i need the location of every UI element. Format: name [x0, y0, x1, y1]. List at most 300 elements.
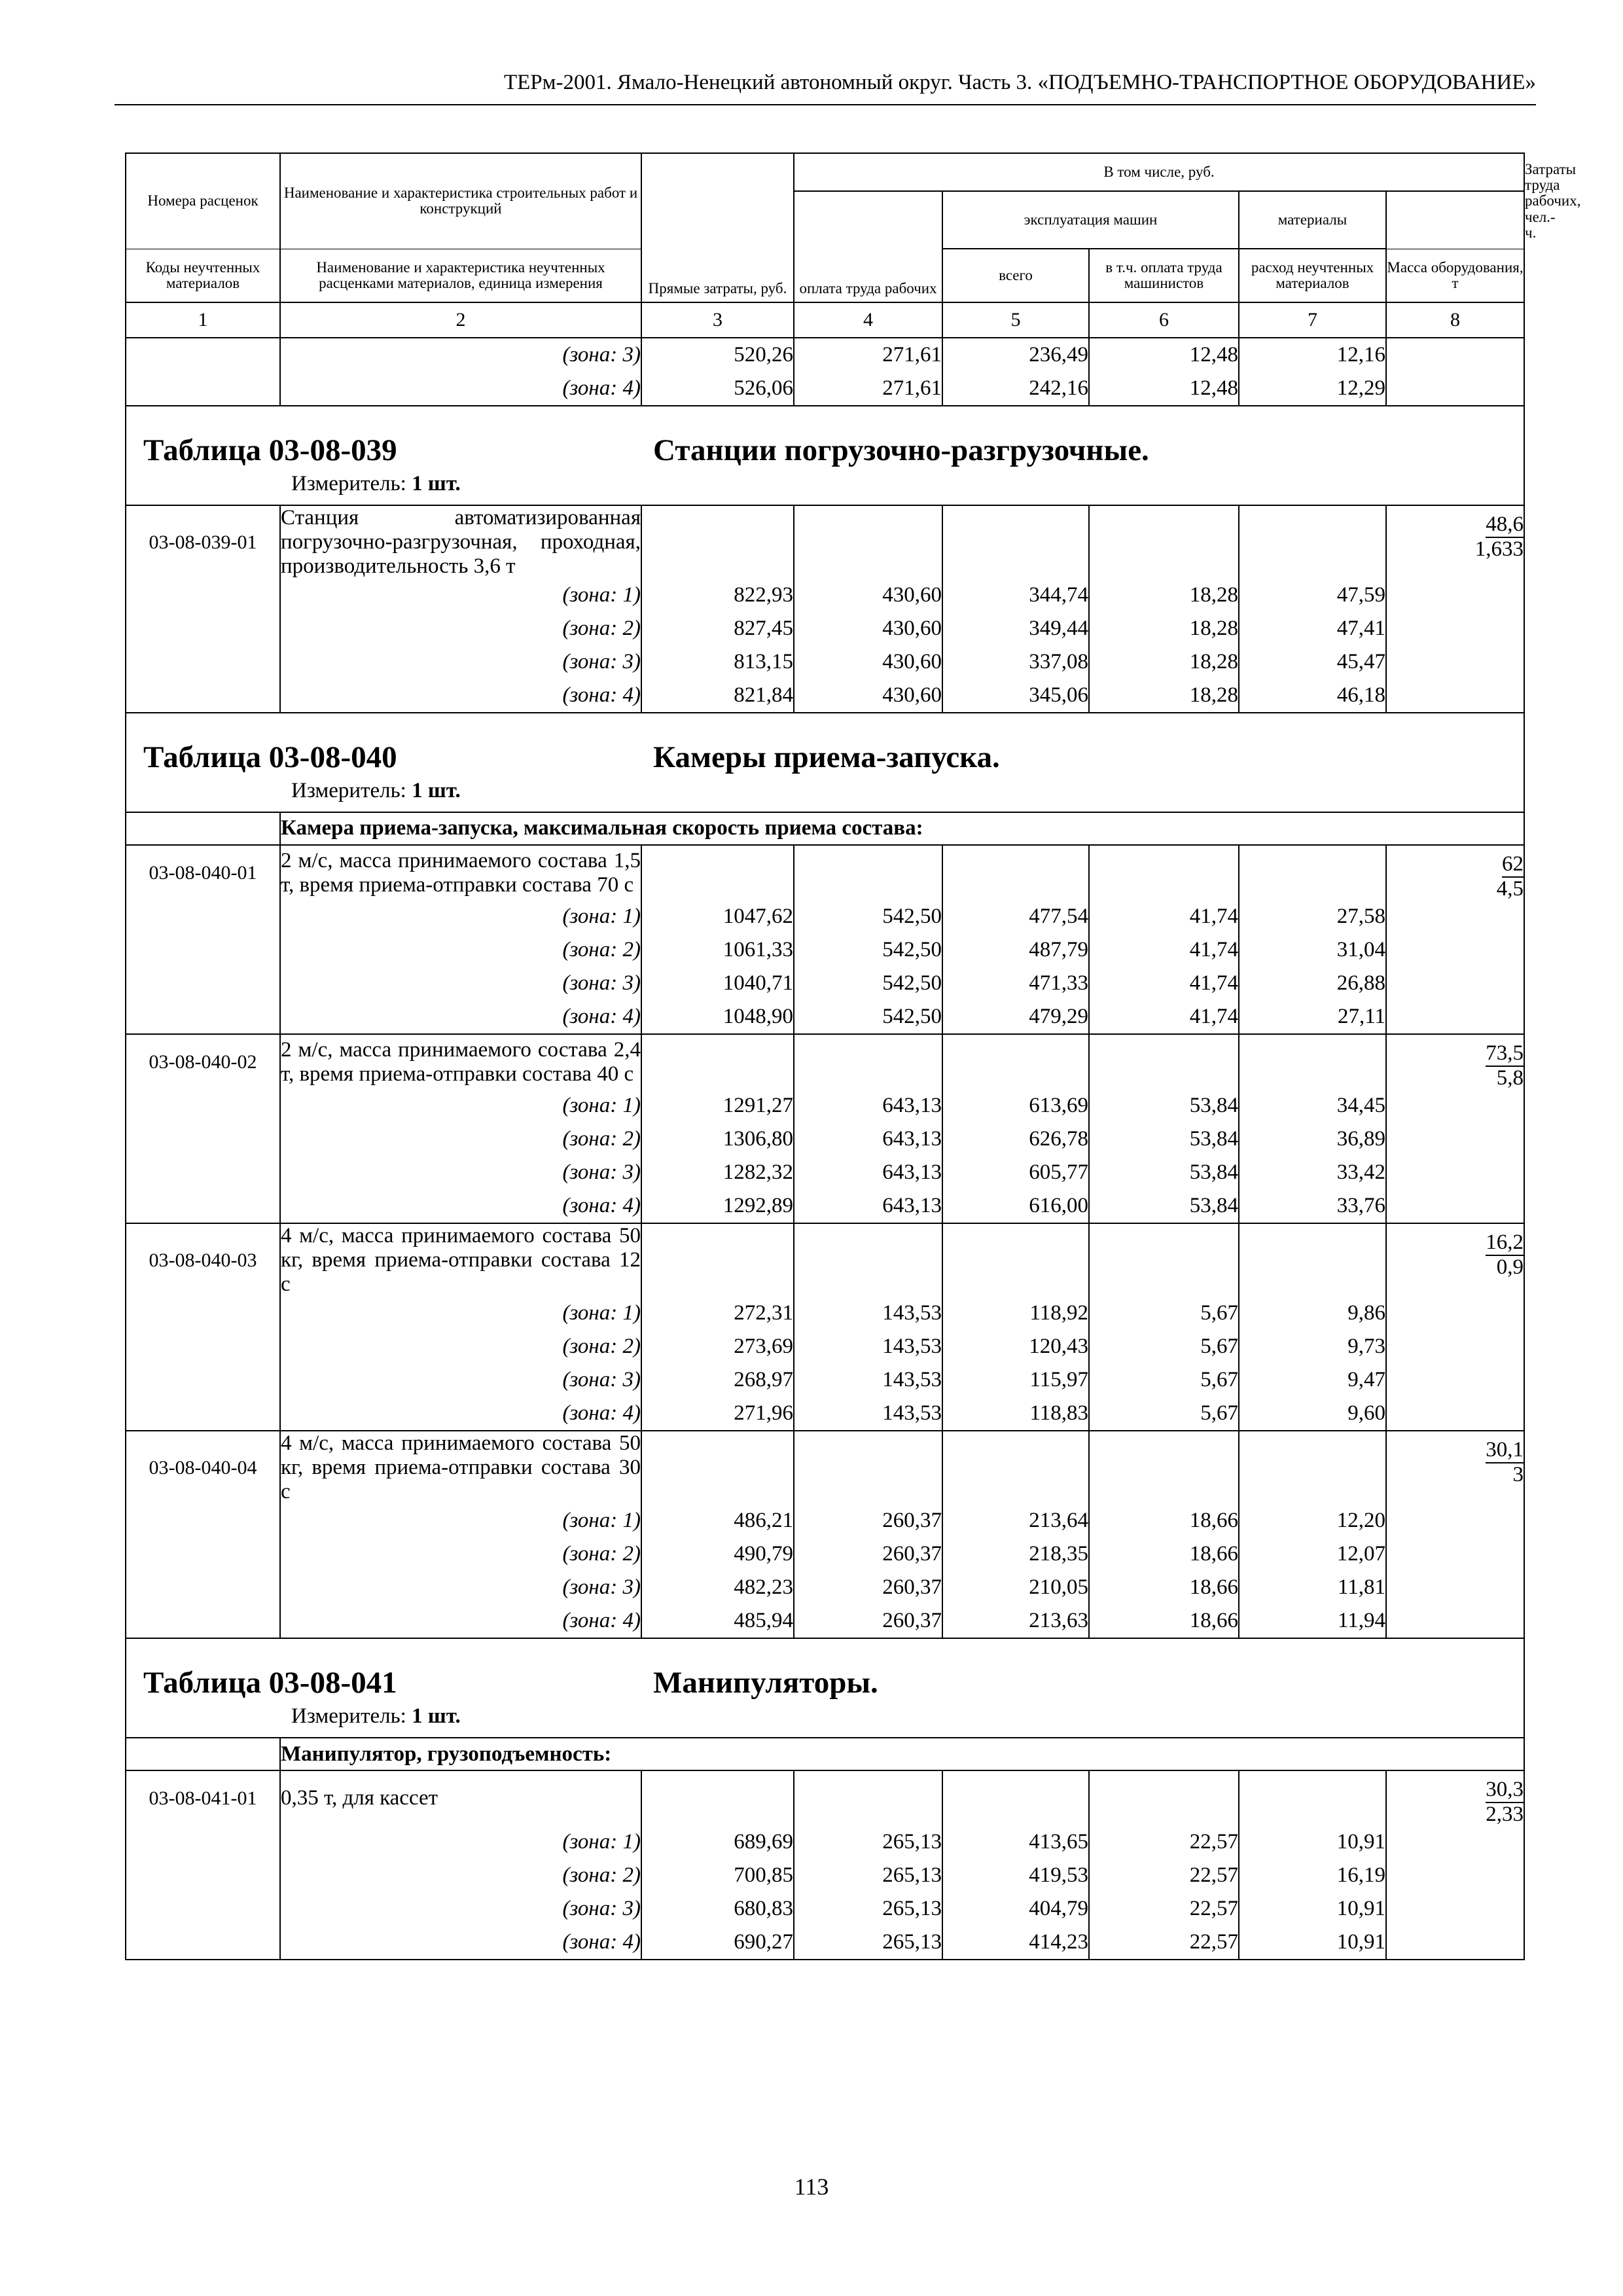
zone-label: (зона: 2): [280, 1859, 641, 1892]
labor-pay: 643,13: [794, 1189, 942, 1223]
zone-label: (зона: 2): [280, 1122, 641, 1156]
materials: 33,42: [1239, 1156, 1386, 1189]
machines-drivers: 53,84: [1089, 1089, 1239, 1122]
labor-mass-cell: [1386, 1089, 1524, 1122]
labor-pay: 143,53: [794, 1297, 942, 1330]
direct-cost: 689,69: [641, 1825, 794, 1859]
header-direct-costs: Прямые затраты, руб.: [641, 153, 794, 302]
machines-total: 242,16: [942, 372, 1089, 406]
header-codes-bottom: Коды неучтенных материалов: [126, 249, 280, 302]
labor-mass-cell: [1386, 579, 1524, 612]
empty-cell: [1089, 1431, 1239, 1504]
machines-total: 213,64: [942, 1504, 1089, 1537]
zone-label: (зона: 4): [280, 1000, 641, 1034]
empty-cell: [1089, 1223, 1239, 1297]
zone-row: [126, 679, 1524, 713]
labor-and-mass: [1386, 1034, 1524, 1089]
direct-cost: 271,96: [641, 1397, 794, 1431]
unit-value: 1 шт.: [412, 778, 461, 802]
empty-cell: [942, 1223, 1089, 1297]
table-title: Манипуляторы.: [653, 1666, 878, 1700]
materials: 36,89: [1239, 1122, 1386, 1156]
machines-total: 236,49: [942, 338, 1089, 372]
materials: 12,07: [1239, 1537, 1386, 1571]
machines-drivers: 18,66: [1089, 1571, 1239, 1604]
machines-drivers: 18,28: [1089, 612, 1239, 645]
direct-cost: 1061,33: [641, 933, 794, 967]
machines-drivers: 12,48: [1089, 372, 1239, 406]
labor-pay: 542,50: [794, 967, 942, 1000]
labor-mass-fraction: [1486, 1778, 1524, 1825]
zone-row: [126, 1297, 1524, 1330]
machines-total: 115,97: [942, 1363, 1089, 1397]
col-number: 2: [280, 302, 641, 338]
direct-cost: 700,85: [641, 1859, 794, 1892]
labor-mass-cell: [1386, 1571, 1524, 1604]
direct-cost: 272,31: [641, 1297, 794, 1330]
labor-pay: 542,50: [794, 1000, 942, 1034]
code-cell: [126, 900, 280, 933]
col-number: 7: [1239, 302, 1386, 338]
labor-pay: 265,13: [794, 1859, 942, 1892]
rate-row: [126, 845, 1524, 900]
labor-mass-cell: [1386, 967, 1524, 1000]
machines-total: 613,69: [942, 1089, 1089, 1122]
machines-total: 413,65: [942, 1825, 1089, 1859]
code-cell: [126, 1504, 280, 1537]
zone-label: (зона: 4): [280, 372, 641, 406]
empty-cell: [794, 505, 942, 579]
unit-label: Измеритель:: [291, 778, 406, 802]
section-code-cell: [126, 1738, 280, 1770]
labor-and-mass: [1386, 1431, 1524, 1504]
materials: 9,47: [1239, 1363, 1386, 1397]
zone-row: [126, 1892, 1524, 1926]
direct-cost: 1291,27: [641, 1089, 794, 1122]
labor-pay: 260,37: [794, 1571, 942, 1604]
labor-hours: 73,5: [1486, 1042, 1524, 1067]
labor-pay: 643,13: [794, 1156, 942, 1189]
direct-cost: 1040,71: [641, 967, 794, 1000]
labor-pay: 143,53: [794, 1397, 942, 1431]
labor-pay: 260,37: [794, 1604, 942, 1638]
header-including: В том числе, руб.: [794, 153, 1524, 191]
zone-label: (зона: 3): [280, 1571, 641, 1604]
labor-mass-cell: [1386, 1537, 1524, 1571]
labor-and-mass: [1386, 1223, 1524, 1297]
labor-pay: 542,50: [794, 900, 942, 933]
labor-hours: 30,1: [1486, 1439, 1524, 1463]
code-cell: [126, 1000, 280, 1034]
empty-cell: [1239, 1223, 1386, 1297]
machines-drivers: 5,67: [1089, 1330, 1239, 1363]
empty-cell: [794, 1223, 942, 1297]
machines-drivers: 22,57: [1089, 1892, 1239, 1926]
section-row: [126, 1738, 1524, 1770]
machines-drivers: 41,74: [1089, 967, 1239, 1000]
empty-cell: [794, 1034, 942, 1089]
zone-row: [126, 372, 1524, 406]
zone-label: (зона: 4): [280, 1397, 641, 1431]
labor-mass-cell: [1386, 372, 1524, 406]
code-cell: [126, 679, 280, 713]
zone-label: (зона: 3): [280, 967, 641, 1000]
labor-pay: 271,61: [794, 372, 942, 406]
rate-row: [126, 505, 1524, 579]
machines-drivers: 41,74: [1089, 933, 1239, 967]
rate-code: 03-08-040-03: [126, 1223, 280, 1297]
code-cell: [126, 1892, 280, 1926]
zone-row: [126, 612, 1524, 645]
empty-cell: [1239, 505, 1386, 579]
page-number: 113: [794, 2174, 829, 2200]
labor-pay: 430,60: [794, 612, 942, 645]
code-cell: [126, 1859, 280, 1892]
labor-pay: 430,60: [794, 645, 942, 679]
direct-cost: 680,83: [641, 1892, 794, 1926]
direct-cost: 1047,62: [641, 900, 794, 933]
header-machines: эксплуатация машин: [942, 191, 1239, 249]
rate-code: 03-08-040-01: [126, 845, 280, 900]
code-cell: [126, 1089, 280, 1122]
materials: 12,29: [1239, 372, 1386, 406]
unit-label: Измеритель:: [291, 472, 406, 495]
materials: 34,45: [1239, 1089, 1386, 1122]
zone-row: [126, 1189, 1524, 1223]
equipment-mass: 4,5: [1496, 876, 1524, 901]
machines-total: 345,06: [942, 679, 1089, 713]
empty-cell: [1239, 1770, 1386, 1825]
direct-cost: 485,94: [641, 1604, 794, 1638]
unit-value: 1 шт.: [412, 472, 461, 495]
rate-description: 0,35 т, для кассет: [280, 1770, 641, 1825]
labor-pay: 260,37: [794, 1537, 942, 1571]
labor-mass-cell: [1386, 900, 1524, 933]
labor-mass-cell: [1386, 612, 1524, 645]
machines-drivers: 53,84: [1089, 1189, 1239, 1223]
labor-pay: 271,61: [794, 338, 942, 372]
header-machines-total: всего: [942, 249, 1089, 302]
empty-cell: [942, 845, 1089, 900]
materials: 12,16: [1239, 338, 1386, 372]
machines-drivers: 5,67: [1089, 1397, 1239, 1431]
machines-drivers: 18,28: [1089, 679, 1239, 713]
col-number: 8: [1386, 302, 1524, 338]
zone-label: (зона: 3): [280, 1892, 641, 1926]
zone-row: [126, 1604, 1524, 1638]
machines-drivers: 5,67: [1089, 1297, 1239, 1330]
labor-hours: 62: [1502, 853, 1524, 878]
materials: 9,86: [1239, 1297, 1386, 1330]
machines-total: 626,78: [942, 1122, 1089, 1156]
section-code-cell: [126, 812, 280, 845]
materials: 9,73: [1239, 1330, 1386, 1363]
labor-mass-fraction: [1486, 1231, 1524, 1278]
machines-drivers: 18,28: [1089, 579, 1239, 612]
labor-mass-fraction: [1475, 513, 1524, 560]
labor-hours: 16,2: [1486, 1231, 1524, 1256]
code-cell: [126, 645, 280, 679]
code-cell: [126, 338, 280, 372]
empty-cell: [942, 1431, 1089, 1504]
empty-cell: [1089, 845, 1239, 900]
rate-row: [126, 1431, 1524, 1504]
empty-cell: [942, 505, 1089, 579]
labor-hours: 48,6: [1486, 513, 1524, 538]
empty-cell: [641, 1223, 794, 1297]
equipment-mass: 1,633: [1474, 537, 1524, 561]
section-row: [126, 812, 1524, 845]
zone-row: [126, 1571, 1524, 1604]
zone-label: (зона: 2): [280, 1330, 641, 1363]
code-cell: [126, 1297, 280, 1330]
machines-total: 419,53: [942, 1859, 1089, 1892]
header-labor-pay: оплата труда рабочих: [794, 191, 942, 302]
table-unit: [291, 779, 461, 803]
table-number: Таблица 03-08-041: [143, 1666, 397, 1700]
code-cell: [126, 612, 280, 645]
machines-drivers: 22,57: [1089, 1859, 1239, 1892]
labor-pay: 265,13: [794, 1926, 942, 1960]
labor-mass-cell: [1386, 1363, 1524, 1397]
empty-cell: [1089, 1034, 1239, 1089]
zone-label: (зона: 2): [280, 612, 641, 645]
machines-total: 218,35: [942, 1537, 1089, 1571]
running-header: ТЕРм-2001. Ямало-Ненецкий автономный округ. Часть 3. «ПОДЪЕМНО-ТРАНСПОРТНОЕ ОБОРУДОВАНИЕ»: [503, 71, 1536, 94]
code-cell: [126, 1604, 280, 1638]
zone-row: [126, 1397, 1524, 1431]
code-cell: [126, 1156, 280, 1189]
table-title: Камеры приема-запуска.: [653, 740, 1000, 774]
empty-cell: [1089, 1770, 1239, 1825]
zone-label: (зона: 1): [280, 1825, 641, 1859]
labor-mass-cell: [1386, 1297, 1524, 1330]
machines-total: 118,83: [942, 1397, 1089, 1431]
machines-total: 487,79: [942, 933, 1089, 967]
rate-code: 03-08-040-04: [126, 1431, 280, 1504]
zone-row: [126, 1825, 1524, 1859]
rate-row: [126, 1770, 1524, 1825]
zone-row: [126, 1122, 1524, 1156]
direct-cost: 273,69: [641, 1330, 794, 1363]
machines-drivers: 41,74: [1089, 900, 1239, 933]
rate-description: 2 м/с, масса принимаемого состава 2,4 т, время приема-отправки состава 40 с: [280, 1034, 641, 1089]
zone-row: [126, 1537, 1524, 1571]
materials: 10,91: [1239, 1926, 1386, 1960]
machines-drivers: 53,84: [1089, 1122, 1239, 1156]
machines-drivers: 12,48: [1089, 338, 1239, 372]
table-title-row: [126, 1638, 1524, 1738]
direct-cost: 1282,32: [641, 1156, 794, 1189]
code-cell: [126, 1926, 280, 1960]
zone-label: (зона: 1): [280, 1504, 641, 1537]
zone-row: [126, 1859, 1524, 1892]
machines-total: 471,33: [942, 967, 1089, 1000]
labor-pay: 265,13: [794, 1892, 942, 1926]
direct-cost: 482,23: [641, 1571, 794, 1604]
empty-cell: [1239, 1034, 1386, 1089]
zone-label: (зона: 3): [280, 645, 641, 679]
machines-total: 479,29: [942, 1000, 1089, 1034]
materials: 47,41: [1239, 612, 1386, 645]
empty-cell: [641, 1770, 794, 1825]
machines-drivers: 18,66: [1089, 1504, 1239, 1537]
labor-mass-cell: [1386, 1156, 1524, 1189]
machines-total: 616,00: [942, 1189, 1089, 1223]
section-title: Камера приема-запуска, максимальная скорость приема состава:: [280, 812, 1524, 845]
labor-mass-cell: [1386, 933, 1524, 967]
labor-pay: 143,53: [794, 1363, 942, 1397]
empty-cell: [942, 1034, 1089, 1089]
rates-table: [125, 152, 1581, 1960]
code-cell: [126, 1397, 280, 1431]
equipment-mass: 5,8: [1496, 1066, 1524, 1090]
empty-cell: [641, 845, 794, 900]
unit-label: Измеритель:: [291, 1704, 406, 1729]
zone-label: (зона: 1): [280, 1089, 641, 1122]
labor-mass-cell: [1386, 1189, 1524, 1223]
equipment-mass: 2,33: [1486, 1802, 1524, 1826]
code-cell: [126, 1363, 280, 1397]
rate-description: Станция автоматизированная погрузочно-разгрузочная, проходная, производительность 3,6 т: [281, 506, 641, 578]
header-name-top: Наименование и характеристика строительных работ и конструкций: [280, 153, 641, 249]
labor-mass-cell: [1386, 338, 1524, 372]
code-cell: [126, 1571, 280, 1604]
zone-row: [126, 1504, 1524, 1537]
machines-drivers: 18,66: [1089, 1604, 1239, 1638]
zone-row: [126, 1926, 1524, 1960]
rate-row: [126, 1034, 1524, 1089]
header-equipment-mass: Масса оборудования, т: [1386, 249, 1524, 302]
zone-row: [126, 900, 1524, 933]
zone-row: [126, 1363, 1524, 1397]
zone-row: [126, 967, 1524, 1000]
header-name-bottom: Наименование и характеристика неучтенных расценками материалов, единица измерения: [280, 249, 641, 302]
direct-cost: 268,97: [641, 1363, 794, 1397]
direct-cost: 821,84: [641, 679, 794, 713]
zone-label: (зона: 4): [280, 1604, 641, 1638]
empty-cell: [641, 1431, 794, 1504]
table-number: Таблица 03-08-039: [143, 433, 397, 467]
col-number: 5: [942, 302, 1089, 338]
labor-mass-cell: [1386, 1000, 1524, 1034]
zone-row: [126, 1330, 1524, 1363]
labor-mass-cell: [1386, 1604, 1524, 1638]
labor-mass-cell: [1386, 1504, 1524, 1537]
materials: 31,04: [1239, 933, 1386, 967]
col-number: 4: [794, 302, 942, 338]
header-materials: материалы: [1239, 191, 1386, 249]
table-header: Номера расценок Наименование и характеристика строительных работ и конструкций Прямые затраты, руб. В том числе, руб. Затраты труда рабочих, чел.-ч. оплата труда рабочих эксплуатация машин материалы Коды неучтенных материалов Наименование и характеристика неучтенных расценками материалов, единица измерения всего в т.ч. оплата труда машинистов расход неучтенных материалов Масса оборудования, т 1 2 3 4 5 6 7 8: [126, 153, 1524, 338]
labor-pay: 643,13: [794, 1089, 942, 1122]
zone-label: (зона: 1): [280, 900, 641, 933]
materials: 16,19: [1239, 1859, 1386, 1892]
labor-pay: 265,13: [794, 1825, 942, 1859]
labor-mass-fraction: [1497, 853, 1524, 900]
header-materials-extra: расход неучтенных материалов: [1239, 249, 1386, 302]
direct-cost: 827,45: [641, 612, 794, 645]
zone-label: (зона: 4): [280, 1189, 641, 1223]
materials: 27,11: [1239, 1000, 1386, 1034]
materials: 26,88: [1239, 967, 1386, 1000]
machines-drivers: 41,74: [1089, 1000, 1239, 1034]
machines-drivers: 18,28: [1089, 645, 1239, 679]
machines-total: 210,05: [942, 1571, 1089, 1604]
zone-row: [126, 1089, 1524, 1122]
machines-drivers: 5,67: [1089, 1363, 1239, 1397]
labor-mass-cell: [1386, 1892, 1524, 1926]
empty-cell: [1239, 1431, 1386, 1504]
labor-mass-cell: [1386, 1926, 1524, 1960]
empty-cell: [1239, 845, 1386, 900]
table-title-row: [126, 713, 1524, 812]
labor-pay: 430,60: [794, 679, 942, 713]
empty-cell: [794, 845, 942, 900]
col-number: 3: [641, 302, 794, 338]
rate-description: 4 м/с, масса принимаемого состава 50 кг, время приема-отправки состава 30 с: [281, 1431, 641, 1504]
equipment-mass: 0,9: [1496, 1255, 1524, 1280]
zone-label: (зона: 2): [280, 1537, 641, 1571]
empty-cell: [641, 1034, 794, 1089]
machines-total: 477,54: [942, 900, 1089, 933]
zone-row: [126, 645, 1524, 679]
table-unit: [291, 1704, 461, 1729]
section-title: Манипулятор, грузоподъемность:: [280, 1738, 1524, 1770]
header-machines-drivers: в т.ч. оплата труда машинистов: [1089, 249, 1239, 302]
machines-total: 118,92: [942, 1297, 1089, 1330]
labor-mass-cell: [1386, 645, 1524, 679]
labor-mass-cell: [1386, 1122, 1524, 1156]
machines-total: 344,74: [942, 579, 1089, 612]
col-number: 6: [1089, 302, 1239, 338]
direct-cost: 520,26: [641, 338, 794, 372]
table-title: Станции погрузочно-разгрузочные.: [653, 433, 1149, 467]
labor-pay: 143,53: [794, 1330, 942, 1363]
zone-label: (зона: 4): [280, 1926, 641, 1960]
table-number: Таблица 03-08-040: [143, 740, 397, 774]
materials: 46,18: [1239, 679, 1386, 713]
empty-cell: [794, 1431, 942, 1504]
labor-pay: 643,13: [794, 1122, 942, 1156]
unit-value: 1 шт.: [412, 1704, 461, 1729]
machines-total: 414,23: [942, 1926, 1089, 1960]
header-codes-top: Номера расценок: [126, 153, 280, 249]
labor-pay: 430,60: [794, 579, 942, 612]
zone-label: (зона: 2): [280, 933, 641, 967]
rate-row: [126, 1223, 1524, 1297]
labor-mass-fraction: [1486, 1439, 1524, 1486]
machines-total: 120,43: [942, 1330, 1089, 1363]
direct-cost: 490,79: [641, 1537, 794, 1571]
rate-description: 2 м/с, масса принимаемого состава 1,5 т, время приема-отправки состава 70 с: [280, 845, 641, 900]
code-cell: [126, 372, 280, 406]
labor-mass-fraction: [1486, 1042, 1524, 1089]
zone-row: [126, 1000, 1524, 1034]
materials: 12,20: [1239, 1504, 1386, 1537]
table-body: [126, 338, 1524, 1960]
direct-cost: 526,06: [641, 372, 794, 406]
labor-and-mass: [1386, 845, 1524, 900]
machines-total: 605,77: [942, 1156, 1089, 1189]
labor-mass-cell: [1386, 1859, 1524, 1892]
zone-row: [126, 338, 1524, 372]
direct-cost: 1048,90: [641, 1000, 794, 1034]
zone-label: (зона: 3): [280, 338, 641, 372]
materials: 33,76: [1239, 1189, 1386, 1223]
materials: 10,91: [1239, 1892, 1386, 1926]
empty-cell: [1089, 505, 1239, 579]
code-cell: [126, 933, 280, 967]
